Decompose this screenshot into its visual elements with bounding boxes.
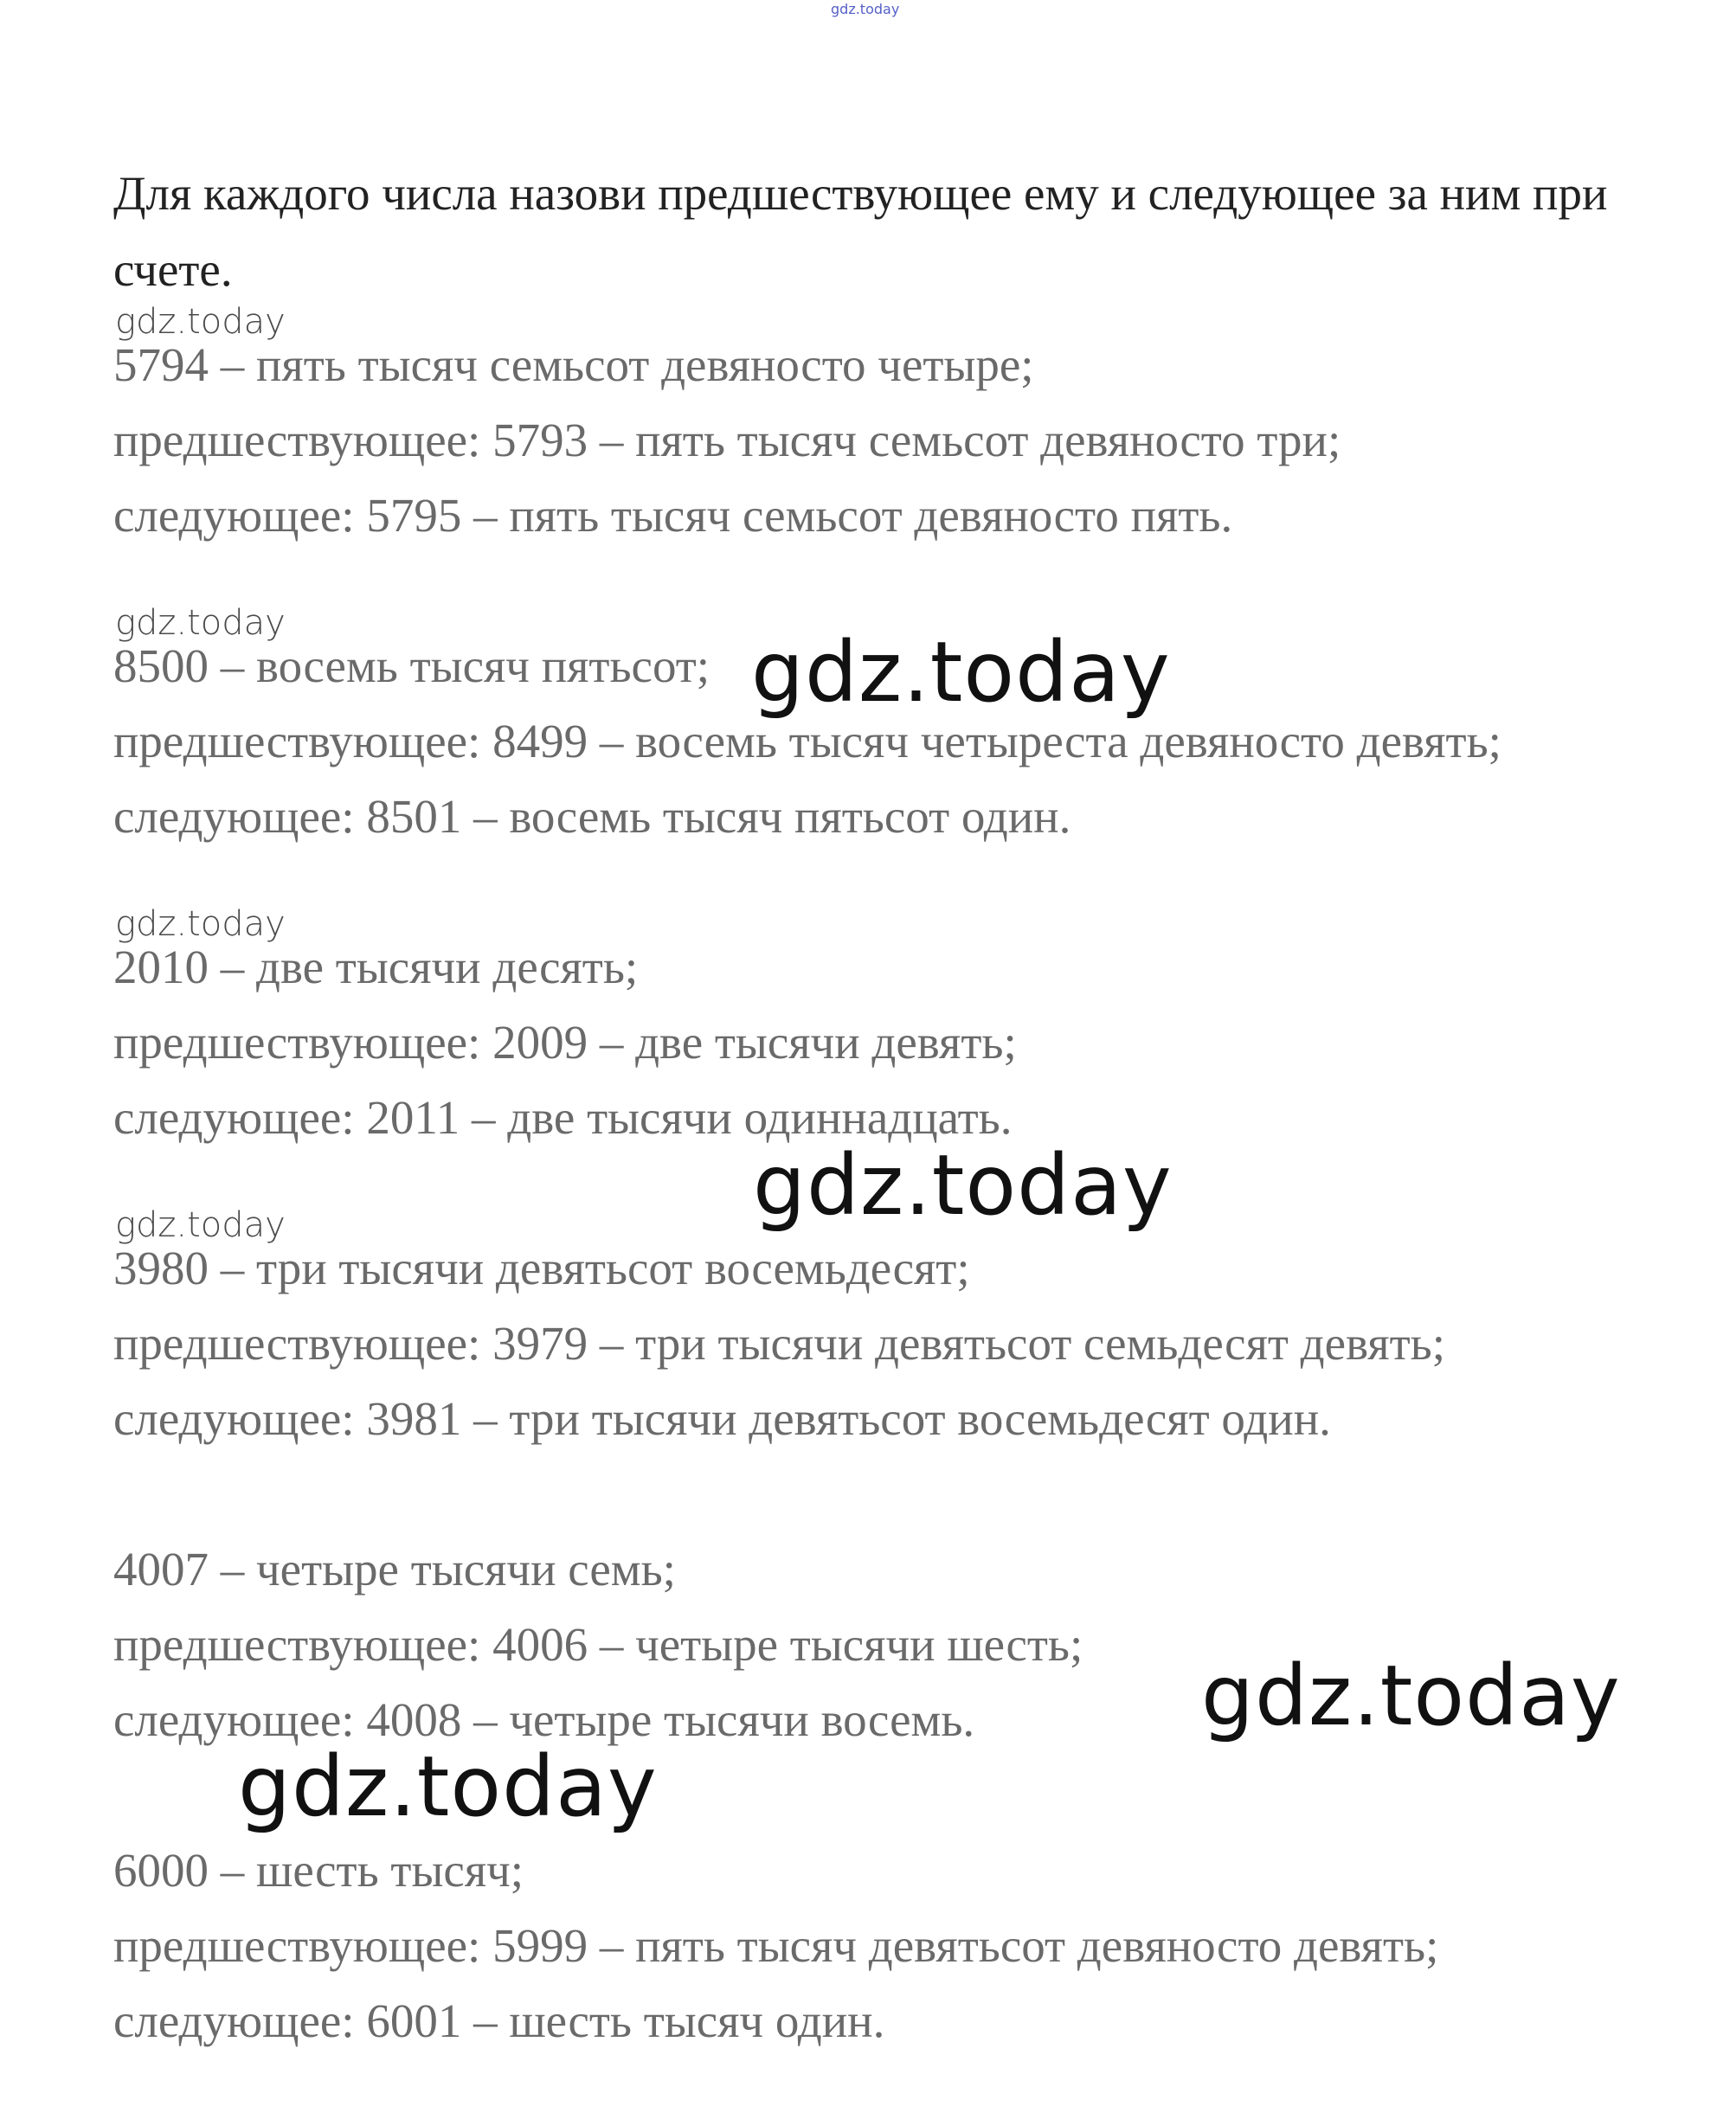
header-watermark: gdz.today xyxy=(831,1,900,17)
block-3-next: следующее: 2011 – две тысячи одиннадцать. xyxy=(113,1091,1013,1144)
block-4-next: следующее: 3981 – три тысячи девятьсот восемьдесят один. xyxy=(113,1392,1331,1445)
block-2-next: следующее: 8501 – восемь тысяч пятьсот один. xyxy=(113,790,1071,843)
block-2-number: 8500 – восемь тысяч пятьсот; xyxy=(113,639,710,692)
block-4-previous: предшествующее: 3979 – три тысячи девятьсот семьдесят девять; xyxy=(113,1317,1446,1370)
big-watermark: gdz.today xyxy=(1201,1647,1621,1744)
block-6-previous: предшествующее: 5999 – пять тысяч девятьсот девяносто девять; xyxy=(113,1919,1439,1972)
block-5-number: 4007 – четыре тысячи семь; xyxy=(113,1543,676,1596)
block-3-previous: предшествующее: 2009 – две тысячи девять; xyxy=(113,1016,1017,1069)
block-4-number: 3980 – три тысячи девятьсот восемьдесят; xyxy=(113,1242,970,1294)
big-watermark: gdz.today xyxy=(751,624,1171,721)
block-1-number: 5794 – пять тысяч семьсот девяносто четыре; xyxy=(113,338,1034,391)
block-1-previous: предшествующее: 5793 – пять тысяч семьсот девяносто три; xyxy=(113,414,1341,466)
block-6-next: следующее: 6001 – шесть тысяч один. xyxy=(113,1994,885,2047)
task-text: Для каждого числа назови предшествующее ему и следующее за ним при счете. xyxy=(113,167,1608,296)
block-5-next: следующее: 4008 – четыре тысячи восемь. xyxy=(113,1693,975,1746)
block-1-next: следующее: 5795 – пять тысяч семьсот девяносто пять. xyxy=(113,489,1233,542)
small-watermark: gdz.today xyxy=(115,904,286,944)
small-watermark: gdz.today xyxy=(115,1205,286,1245)
block-5-previous: предшествующее: 4006 – четыре тысячи шесть; xyxy=(113,1618,1083,1671)
small-watermark: gdz.today xyxy=(115,302,286,342)
block-3-number: 2010 – две тысячи десять; xyxy=(113,941,639,993)
block-2-previous: предшествующее: 8499 – восемь тысяч четыреста девяносто девять; xyxy=(113,715,1501,767)
big-watermark: gdz.today xyxy=(753,1137,1173,1234)
block-6-number: 6000 – шесть тысяч; xyxy=(113,1844,524,1897)
small-watermark: gdz.today xyxy=(115,603,286,643)
big-watermark: gdz.today xyxy=(238,1738,658,1835)
